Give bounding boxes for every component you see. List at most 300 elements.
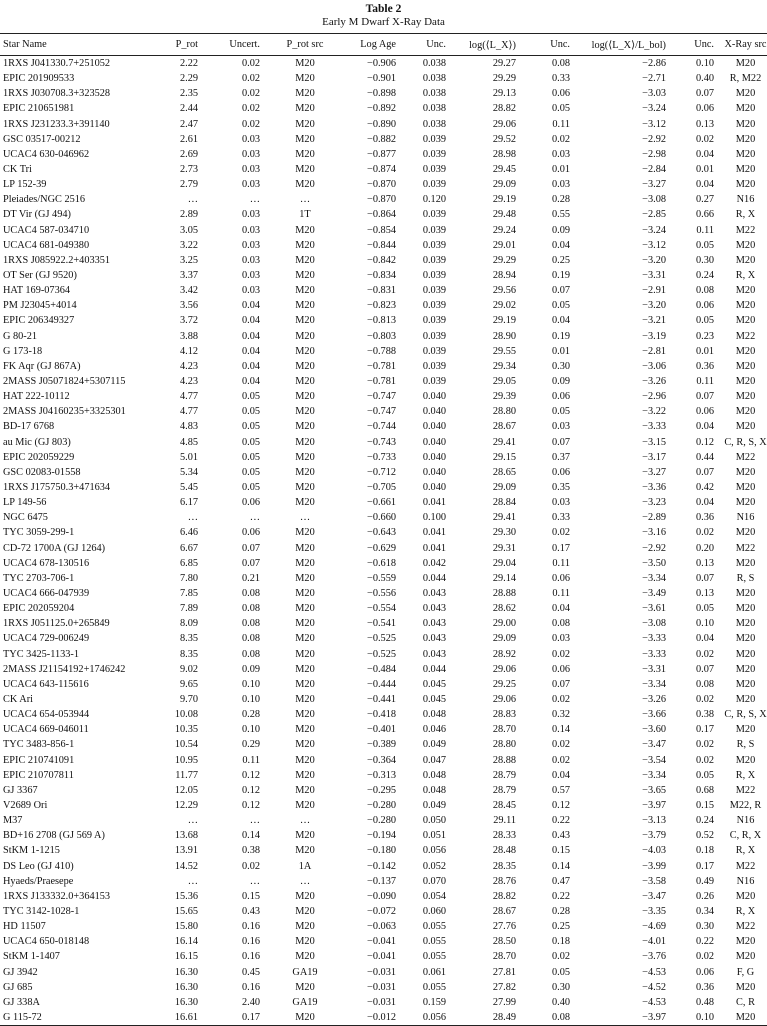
cell-lx-unc: 0.06 bbox=[551, 466, 570, 478]
cell-p-rot-src: M20 bbox=[295, 905, 315, 917]
cell-x-ray-src: M20 bbox=[735, 678, 756, 690]
cell-lx-lbol-unc: 0.02 bbox=[695, 648, 714, 660]
cell-x-ray-src: M20 bbox=[735, 482, 756, 493]
cell-star-name: G 80-21 bbox=[3, 330, 38, 342]
cell-age-unc: 0.048 bbox=[422, 769, 446, 781]
cell-p-rot: 13.68 bbox=[174, 830, 198, 842]
cell-age-unc: 0.040 bbox=[422, 436, 446, 448]
cell-log-lx: 28.80 bbox=[492, 406, 516, 418]
cell-p-rot: … bbox=[187, 194, 198, 206]
cell-log-age: −0.090 bbox=[367, 890, 396, 902]
cell-log-age: −0.618 bbox=[367, 557, 396, 569]
cell-x-ray-src: M20 bbox=[735, 497, 756, 509]
cell-log-age: −0.142 bbox=[367, 860, 396, 872]
cell-log-lx: 29.19 bbox=[492, 315, 516, 327]
cell-x-ray-src: M20 bbox=[735, 345, 756, 357]
cell-log-lx-lbol: −4.69 bbox=[642, 921, 666, 933]
cell-uncert: 0.08 bbox=[241, 603, 260, 615]
cell-lx-lbol-unc: 0.10 bbox=[680, 1010, 724, 1026]
cell-lx-lbol-unc: 0.06 bbox=[695, 966, 714, 978]
cell-uncert: 0.16 bbox=[241, 981, 260, 993]
table-row bbox=[0, 101, 767, 116]
cell-age-unc: 0.045 bbox=[422, 693, 446, 705]
cell-lx-unc: 0.08 bbox=[551, 618, 570, 630]
table-row bbox=[0, 858, 767, 873]
cell-p-rot-src: M20 bbox=[295, 270, 315, 282]
cell-lx-lbol-unc: 0.08 bbox=[695, 285, 714, 297]
cell-log-lx: 29.09 bbox=[492, 633, 516, 645]
cell-log-age: −0.747 bbox=[367, 406, 396, 418]
cell-lx-unc: 0.25 bbox=[551, 254, 570, 266]
cell-uncert: 0.08 bbox=[241, 618, 260, 630]
table-row bbox=[0, 71, 767, 86]
cell-log-age: −0.788 bbox=[367, 345, 396, 357]
cell-log-age: −0.864 bbox=[367, 209, 396, 221]
cell-log-lx: 28.67 bbox=[492, 421, 516, 433]
cell-lx-unc: 0.08 bbox=[551, 58, 570, 70]
cell-lx-unc: 0.05 bbox=[551, 966, 570, 978]
cell-age-unc: 0.038 bbox=[422, 118, 446, 130]
cell-lx-unc: 0.11 bbox=[552, 587, 570, 599]
cell-lx-lbol-unc: 0.36 bbox=[695, 360, 714, 372]
cell-uncert: 0.17 bbox=[212, 1010, 274, 1026]
cell-log-lx-lbol: −3.21 bbox=[642, 315, 666, 327]
cell-lx-unc: 0.03 bbox=[551, 497, 570, 509]
cell-log-lx-lbol: −3.58 bbox=[642, 875, 666, 887]
cell-log-lx: 29.11 bbox=[493, 815, 516, 827]
cell-x-ray-src: M20 bbox=[735, 360, 756, 372]
cell-p-rot: 3.56 bbox=[179, 300, 198, 312]
cell-x-ray-src: M20 bbox=[735, 936, 756, 948]
cell-log-age: −0.554 bbox=[367, 603, 396, 615]
cell-uncert: 0.12 bbox=[241, 784, 260, 796]
table-row bbox=[0, 737, 767, 752]
table-row bbox=[0, 313, 767, 328]
cell-age-unc: 0.038 bbox=[422, 103, 446, 115]
cell-log-lx-lbol: −3.03 bbox=[642, 88, 666, 100]
cell-log-lx-lbol: −3.31 bbox=[642, 663, 666, 675]
cell-log-lx: 28.88 bbox=[492, 587, 516, 599]
cell-uncert: 0.04 bbox=[241, 345, 260, 357]
cell-p-rot: 6.67 bbox=[179, 542, 198, 554]
cell-log-age: −0.280 bbox=[367, 815, 396, 827]
cell-lx-lbol-unc: 0.17 bbox=[695, 724, 714, 736]
cell-lx-lbol-unc: 0.30 bbox=[695, 254, 714, 266]
cell-x-ray-src: M22, R bbox=[729, 799, 762, 811]
cell-x-ray-src: M20 bbox=[735, 376, 756, 388]
table-row bbox=[0, 586, 767, 601]
cell-log-lx: 28.79 bbox=[492, 784, 516, 796]
cell-log-lx: 27.99 bbox=[492, 996, 516, 1008]
cell-x-ray-src: M20 bbox=[735, 890, 756, 902]
table-row bbox=[0, 980, 767, 995]
cell-p-rot: 8.35 bbox=[179, 648, 198, 660]
cell-star-name: EPIC 202059204 bbox=[3, 603, 75, 615]
cell-p-rot: 15.80 bbox=[174, 921, 198, 933]
cell-log-age: −0.280 bbox=[367, 799, 396, 811]
cell-log-lx: 29.06 bbox=[492, 693, 516, 705]
cell-log-lx-lbol: −3.65 bbox=[642, 784, 666, 796]
cell-lx-lbol-unc: 0.13 bbox=[695, 118, 714, 130]
cell-age-unc: 0.051 bbox=[422, 830, 446, 842]
cell-star-name: UCAC4 587-034710 bbox=[3, 224, 90, 236]
cell-log-lx: 28.79 bbox=[492, 769, 516, 781]
cell-lx-unc: 0.37 bbox=[551, 451, 570, 463]
cell-p-rot: 16.15 bbox=[174, 951, 198, 963]
cell-star-name: UCAC4 630-046962 bbox=[3, 148, 90, 160]
cell-age-unc: 0.040 bbox=[422, 421, 446, 433]
cell-x-ray-src: R, X bbox=[735, 209, 756, 221]
cell-log-lx: 27.81 bbox=[492, 966, 516, 978]
cell-p-rot: 2.44 bbox=[179, 103, 198, 115]
cell-log-age: −0.803 bbox=[367, 330, 396, 342]
cell-uncert: 0.08 bbox=[241, 587, 260, 599]
cell-p-rot: 2.89 bbox=[179, 209, 198, 221]
cell-p-rot-src: M20 bbox=[295, 527, 315, 539]
cell-lx-lbol-unc: 0.36 bbox=[695, 981, 714, 993]
cell-log-lx: 28.33 bbox=[492, 830, 516, 842]
cell-p-rot: 6.17 bbox=[179, 497, 198, 509]
cell-log-age: −0.831 bbox=[367, 285, 396, 297]
cell-age-unc: 0.043 bbox=[422, 587, 446, 599]
cell-p-rot: 4.77 bbox=[179, 391, 198, 403]
cell-p-rot-src: M20 bbox=[295, 376, 315, 388]
cell-uncert: 0.04 bbox=[241, 300, 260, 312]
cell-p-rot: 2.73 bbox=[179, 164, 198, 176]
cell-lx-unc: 0.30 bbox=[551, 981, 570, 993]
cell-p-rot-src: M20 bbox=[295, 648, 315, 660]
cell-log-lx: 29.06 bbox=[492, 663, 516, 675]
cell-p-rot-src: … bbox=[299, 194, 311, 206]
cell-lx-lbol-unc: 0.10 bbox=[695, 618, 714, 630]
cell-lx-unc: 0.06 bbox=[551, 391, 570, 403]
cell-log-lx-lbol: −3.33 bbox=[642, 648, 666, 660]
cell-p-rot-src: M20 bbox=[295, 693, 315, 705]
cell-log-age: −0.823 bbox=[367, 300, 396, 312]
cell-log-lx-lbol: −4.53 bbox=[642, 966, 666, 978]
cell-log-lx-lbol: −3.08 bbox=[642, 194, 666, 206]
cell-lx-lbol-unc: 0.02 bbox=[695, 739, 714, 751]
cell-uncert: 0.07 bbox=[241, 557, 260, 569]
cell-star-name: Hyaeds/Praesepe bbox=[3, 875, 74, 887]
table-row bbox=[0, 752, 767, 767]
cell-x-ray-src: M20 bbox=[735, 254, 756, 266]
cell-log-lx: 28.94 bbox=[492, 270, 516, 282]
cell-lx-unc: 0.02 bbox=[551, 648, 570, 660]
cell-p-rot-src: M20 bbox=[295, 148, 315, 160]
cell-log-lx: 29.01 bbox=[492, 239, 516, 251]
cell-p-rot: 7.85 bbox=[179, 587, 198, 599]
cell-age-unc: 0.039 bbox=[422, 376, 446, 388]
cell-p-rot-src: M20 bbox=[295, 133, 315, 145]
cell-age-unc: 0.040 bbox=[422, 391, 446, 403]
cell-x-ray-src: M20 bbox=[735, 285, 756, 297]
cell-p-rot-src: M20 bbox=[295, 118, 315, 130]
cell-log-lx-lbol: −3.97 bbox=[582, 1010, 680, 1026]
cell-log-lx-lbol: −3.99 bbox=[642, 860, 666, 872]
table-row bbox=[0, 707, 767, 722]
table-row bbox=[0, 571, 767, 586]
cell-log-age: −0.870 bbox=[367, 194, 396, 206]
table-title: Table 2 bbox=[365, 3, 402, 15]
cell-x-ray-src: M22 bbox=[735, 921, 756, 933]
cell-log-lx-lbol: −3.76 bbox=[642, 951, 666, 963]
cell-log-lx: 28.88 bbox=[492, 754, 516, 766]
cell-x-ray-src: C, R, S, X bbox=[724, 436, 767, 448]
cell-star-name: TYC 2703-706-1 bbox=[3, 572, 75, 584]
table-row bbox=[0, 419, 767, 434]
cell-p-rot: 13.91 bbox=[174, 845, 198, 857]
cell-p-rot: 2.47 bbox=[179, 118, 198, 130]
cell-log-lx: 28.83 bbox=[492, 709, 516, 721]
cell-lx-lbol-unc: 0.17 bbox=[695, 860, 714, 872]
cell-uncert: 0.02 bbox=[241, 860, 260, 872]
cell-age-unc: 0.038 bbox=[422, 58, 446, 70]
cell-p-rot-src: M20 bbox=[295, 739, 315, 751]
cell-p-rot: 3.88 bbox=[179, 330, 198, 342]
cell-uncert: 0.08 bbox=[241, 648, 260, 660]
cell-lx-lbol-unc: 0.04 bbox=[695, 421, 714, 433]
cell-p-rot: 3.37 bbox=[179, 270, 198, 282]
cell-age-unc: 0.043 bbox=[422, 648, 446, 660]
table-row bbox=[0, 783, 767, 798]
cell-age-unc: 0.041 bbox=[422, 527, 446, 539]
cell-age-unc: 0.039 bbox=[422, 330, 446, 342]
cell-log-lx: 29.41 bbox=[492, 436, 516, 448]
cell-age-unc: 0.039 bbox=[422, 148, 446, 160]
cell-age-unc: 0.038 bbox=[422, 73, 446, 85]
cell-log-lx-lbol: −3.47 bbox=[642, 739, 666, 751]
cell-p-rot-src: M20 bbox=[295, 58, 315, 70]
cell-p-rot-src: M20 bbox=[295, 360, 315, 372]
table-row bbox=[0, 662, 767, 677]
cell-lx-lbol-unc: 0.12 bbox=[695, 436, 714, 448]
cell-uncert: 0.03 bbox=[241, 239, 260, 251]
cell-uncert: 0.04 bbox=[241, 360, 260, 372]
cell-star-name: TYC 3483-856-1 bbox=[3, 739, 75, 751]
cell-p-rot-src: M20 bbox=[295, 587, 315, 599]
cell-star-name: EPIC 206349327 bbox=[3, 315, 75, 327]
cell-uncert: 0.06 bbox=[241, 497, 260, 509]
cell-log-age: −0.556 bbox=[367, 587, 396, 599]
cell-age-unc: 0.041 bbox=[422, 542, 446, 554]
cell-star-name: OT Ser (GJ 9520) bbox=[3, 270, 77, 282]
cell-p-rot-src: M20 bbox=[295, 497, 315, 509]
cell-lx-lbol-unc: 0.05 bbox=[695, 769, 714, 781]
cell-x-ray-src: R, S bbox=[736, 572, 755, 584]
cell-log-lx-lbol: −3.24 bbox=[642, 224, 666, 236]
cell-age-unc: 0.039 bbox=[422, 300, 446, 312]
cell-age-unc: 0.043 bbox=[422, 633, 446, 645]
cell-age-unc: 0.042 bbox=[422, 557, 446, 569]
cell-x-ray-src: R, X bbox=[735, 769, 756, 781]
cell-x-ray-src: C, R, S, X bbox=[724, 709, 767, 721]
cell-log-lx-lbol: −3.34 bbox=[642, 678, 666, 690]
cell-lx-lbol-unc: 0.02 bbox=[695, 527, 714, 539]
cell-lx-lbol-unc: 0.05 bbox=[695, 315, 714, 327]
cell-log-lx: 29.02 bbox=[492, 300, 516, 312]
table-row bbox=[0, 435, 767, 450]
table-row bbox=[0, 964, 767, 979]
column-header-log-lx: log(⟨L_X⟩) bbox=[456, 34, 534, 56]
cell-uncert: 0.16 bbox=[241, 951, 260, 963]
cell-p-rot: 7.80 bbox=[179, 572, 198, 584]
cell-age-unc: 0.054 bbox=[422, 890, 446, 902]
column-header-p-rot: P_rot bbox=[150, 34, 212, 56]
column-header-p-rot-src: P_rot src bbox=[274, 34, 336, 56]
cell-lx-lbol-unc: 0.04 bbox=[695, 497, 714, 509]
cell-uncert: 0.04 bbox=[241, 330, 260, 342]
cell-log-age: −0.137 bbox=[367, 875, 396, 887]
cell-age-unc: 0.039 bbox=[422, 270, 446, 282]
cell-p-rot: 2.69 bbox=[179, 148, 198, 160]
table-row bbox=[0, 692, 767, 707]
cell-age-unc: 0.100 bbox=[422, 512, 446, 524]
cell-p-rot: 3.72 bbox=[179, 315, 198, 327]
cell-lx-lbol-unc: 0.02 bbox=[695, 693, 714, 705]
cell-star-name: 1RXS J085922.2+403351 bbox=[3, 254, 111, 266]
cell-lx-unc: 0.30 bbox=[551, 360, 570, 372]
cell-p-rot-src: M20 bbox=[295, 224, 315, 236]
cell-lx-lbol-unc: 0.24 bbox=[695, 815, 714, 827]
cell-log-age: −0.906 bbox=[367, 58, 396, 70]
cell-x-ray-src: M20 bbox=[735, 754, 756, 766]
cell-lx-lbol-unc: 0.07 bbox=[695, 663, 714, 675]
table-row bbox=[0, 177, 767, 192]
cell-log-lx: 29.48 bbox=[492, 209, 516, 221]
cell-log-lx: 29.14 bbox=[492, 572, 516, 584]
cell-log-lx-lbol: −3.31 bbox=[642, 270, 666, 282]
cell-log-lx: 28.70 bbox=[492, 951, 516, 963]
table-row bbox=[0, 389, 767, 404]
cell-x-ray-src: N16 bbox=[736, 815, 755, 827]
cell-log-lx-lbol: −3.36 bbox=[642, 482, 666, 493]
cell-p-rot-src: M20 bbox=[295, 557, 315, 569]
cell-star-name: CD-72 1700A (GJ 1264) bbox=[3, 542, 106, 554]
cell-p-rot-src: M20 bbox=[295, 254, 315, 266]
cell-lx-unc: 0.04 bbox=[551, 239, 570, 251]
cell-log-age: −0.660 bbox=[367, 512, 396, 524]
cell-uncert: 0.12 bbox=[241, 799, 260, 811]
cell-log-age: −0.781 bbox=[367, 376, 396, 388]
cell-p-rot-src: M20 bbox=[295, 754, 315, 766]
cell-log-lx-lbol: −3.23 bbox=[642, 497, 666, 509]
cell-lx-lbol-unc: 0.01 bbox=[695, 164, 714, 176]
table-row bbox=[0, 207, 767, 222]
table-row bbox=[0, 329, 767, 344]
cell-lx-unc: 0.02 bbox=[551, 527, 570, 539]
cell-lx-unc: 0.02 bbox=[551, 951, 570, 963]
cell-log-age: −0.041 bbox=[367, 951, 396, 963]
cell-lx-unc: 0.19 bbox=[551, 270, 570, 282]
cell-log-lx-lbol: −4.01 bbox=[642, 936, 666, 948]
cell-uncert: 0.05 bbox=[241, 436, 260, 448]
cell-lx-lbol-unc: 0.23 bbox=[695, 330, 714, 342]
cell-x-ray-src: R, M22 bbox=[729, 73, 762, 85]
cell-lx-lbol-unc: 0.13 bbox=[695, 587, 714, 599]
cell-star-name: BD+16 2708 (GJ 569 A) bbox=[3, 830, 105, 842]
cell-x-ray-src: M22 bbox=[735, 860, 756, 872]
cell-age-unc: 0.039 bbox=[422, 133, 446, 145]
cell-p-rot: 3.25 bbox=[179, 254, 198, 266]
cell-p-rot: 2.35 bbox=[179, 88, 198, 100]
cell-uncert: 0.14 bbox=[241, 830, 260, 842]
cell-age-unc: 0.040 bbox=[422, 466, 446, 478]
cell-log-lx: 29.25 bbox=[492, 678, 516, 690]
cell-x-ray-src: F, G bbox=[736, 966, 755, 978]
cell-x-ray-src: M20 bbox=[735, 164, 756, 176]
cell-log-age: −0.892 bbox=[367, 103, 396, 115]
cell-log-age: −0.712 bbox=[367, 466, 396, 478]
cell-age-unc: 0.039 bbox=[422, 315, 446, 327]
cell-p-rot: … bbox=[187, 815, 198, 827]
cell-p-rot-src: 1A bbox=[298, 860, 312, 872]
cell-star-name: UCAC4 643-115616 bbox=[3, 678, 89, 690]
cell-uncert: 0.02 bbox=[241, 103, 260, 115]
cell-p-rot: 4.85 bbox=[179, 436, 198, 448]
cell-p-rot: 4.77 bbox=[179, 406, 198, 418]
table-row bbox=[0, 813, 767, 828]
cell-p-rot-src: M20 bbox=[295, 315, 315, 327]
cell-age-unc: 0.047 bbox=[422, 754, 446, 766]
cell-p-rot-src: M20 bbox=[295, 103, 315, 115]
cell-lx-unc: 0.06 bbox=[551, 663, 570, 675]
cell-p-rot: 15.65 bbox=[174, 905, 198, 917]
cell-log-lx-lbol: −2.96 bbox=[642, 391, 666, 403]
cell-uncert: 2.40 bbox=[241, 996, 260, 1008]
cell-p-rot-src: M20 bbox=[295, 769, 315, 781]
cell-uncert: 0.03 bbox=[241, 179, 260, 191]
cell-uncert: 0.03 bbox=[241, 209, 260, 221]
cell-age-unc: 0.043 bbox=[422, 603, 446, 615]
cell-log-age: −0.041 bbox=[367, 936, 396, 948]
cell-log-lx: 29.30 bbox=[492, 527, 516, 539]
cell-p-rot-src: GA19 bbox=[292, 966, 318, 978]
cell-log-lx-lbol: −2.91 bbox=[642, 285, 666, 297]
cell-age-unc: 0.055 bbox=[422, 981, 446, 993]
table-subtitle: Early M Dwarf X-Ray Data bbox=[322, 16, 445, 28]
cell-age-unc: 0.044 bbox=[422, 572, 446, 584]
table-row bbox=[0, 298, 767, 313]
cell-log-lx-lbol: −3.33 bbox=[642, 421, 666, 433]
cell-log-lx-lbol: −4.03 bbox=[642, 845, 666, 857]
cell-uncert: 0.05 bbox=[241, 466, 260, 478]
cell-star-name: EPIC 210741091 bbox=[3, 754, 75, 766]
cell-log-lx-lbol: −2.85 bbox=[642, 209, 666, 221]
cell-log-age: −0.743 bbox=[367, 436, 396, 448]
cell-age-unc: 0.052 bbox=[422, 860, 446, 872]
cell-p-rot: 5.01 bbox=[179, 451, 198, 463]
cell-p-rot: 11.77 bbox=[175, 769, 198, 781]
table-row bbox=[0, 904, 767, 919]
table-row bbox=[0, 359, 767, 374]
cell-uncert: 0.03 bbox=[241, 285, 260, 297]
cell-star-name: 1RXS J231233.3+391140 bbox=[3, 118, 110, 130]
cell-log-lx: 29.15 bbox=[492, 451, 516, 463]
cell-age-unc: 0.040 bbox=[422, 406, 446, 418]
cell-log-age: −0.441 bbox=[367, 693, 396, 705]
cell-star-name: UCAC4 681-049380 bbox=[3, 239, 90, 251]
cell-p-rot-src: M20 bbox=[295, 239, 315, 251]
cell-lx-lbol-unc: 0.49 bbox=[695, 875, 714, 887]
table-row bbox=[0, 344, 767, 359]
table-row bbox=[0, 541, 767, 556]
cell-lx-lbol-unc: 0.07 bbox=[695, 572, 714, 584]
cell-lx-unc: 0.03 bbox=[551, 148, 570, 160]
cell-lx-lbol-unc: 0.22 bbox=[695, 936, 714, 948]
cell-log-lx-lbol: −3.97 bbox=[642, 799, 666, 811]
cell-log-lx-lbol: −2.98 bbox=[642, 148, 666, 160]
